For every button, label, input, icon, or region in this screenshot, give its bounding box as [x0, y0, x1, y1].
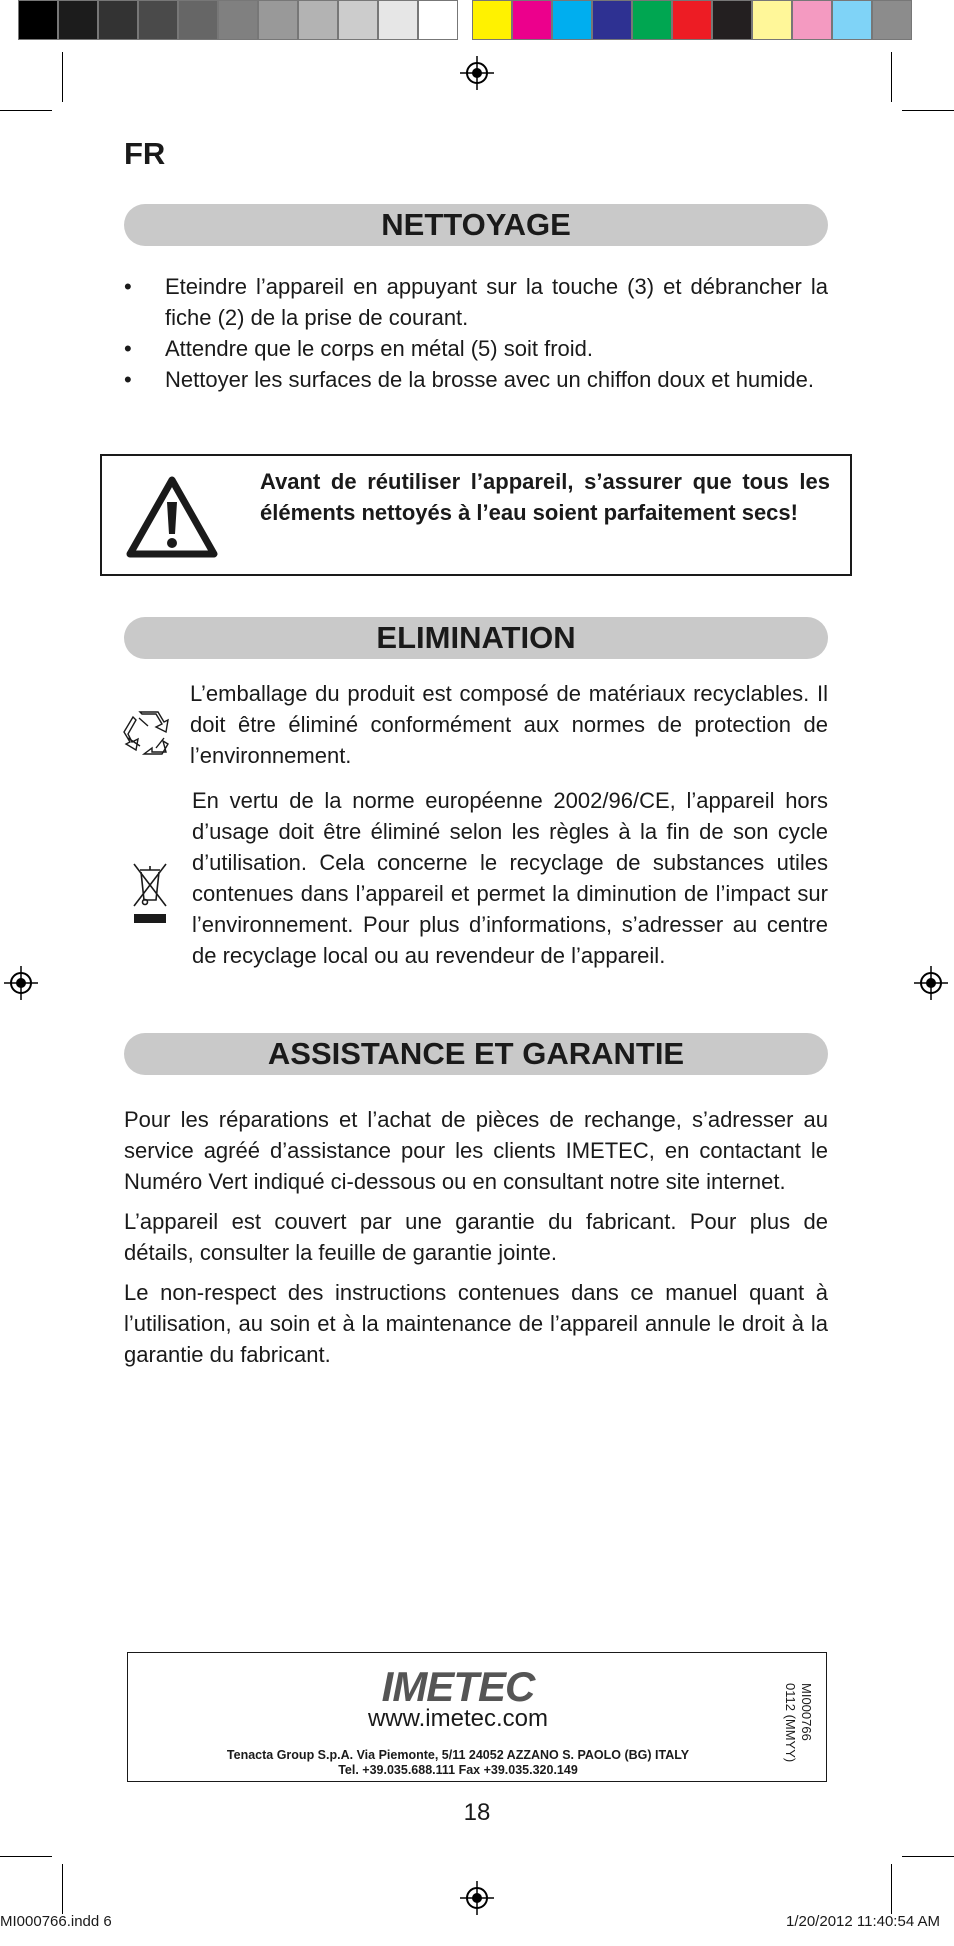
color-swatch: [792, 0, 832, 40]
list-item: • Attendre que le corps en métal (5) soit froid.: [124, 336, 593, 361]
warning-triangle-icon: [124, 474, 220, 560]
website-url: www.imetec.com: [367, 1705, 549, 1732]
registration-mark-icon: [4, 966, 38, 1000]
list-item: • Eteindre l’appareil en appuyant sur la touche (3) et débrancher la fiche (2) de la prise de courant.: [124, 274, 828, 330]
color-swatch: [58, 0, 98, 40]
color-swatch: [18, 0, 58, 40]
color-swatch: [178, 0, 218, 40]
paragraph: L’appareil est couvert par une garantie du fabricant. Pour plus de détails, consulter la feuille de garantie jointe.: [124, 1209, 828, 1265]
file-slug: MI000766.indd 6: [0, 1913, 112, 1930]
warning-box: [100, 454, 852, 576]
timestamp-slug: 1/20/2012 11:40:54 AM: [785, 1913, 940, 1930]
weee-text: En vertu de la norme européenne 2002/96/CE, l’appareil hors d’usage doit être éliminé selon les règles à la fin de son cycle d’utilisation. Cela concerne le recyclage de substances utiles contenues dans l’appareil et permet la diminution de l’impact sur l’environnement. Pour plus d’informations, s’adresser au centre de recyclage local ou au revendeur de l’appareil.: [192, 788, 828, 968]
document-code: MI000766 0112 (MMYY): [783, 1683, 814, 1763]
crop-mark: [902, 110, 954, 111]
color-swatches: [472, 0, 912, 42]
color-swatch: [98, 0, 138, 40]
color-swatch: [472, 0, 512, 40]
section-title-elimination: ELIMINATION: [124, 617, 828, 659]
crop-mark: [62, 1864, 63, 1914]
crop-mark: [0, 110, 52, 111]
color-swatch: [378, 0, 418, 40]
crop-mark: [891, 52, 892, 102]
color-swatch: [218, 0, 258, 40]
company-address: Tenacta Group S.p.A. Via Piemonte, 5/11 24052 AZZANO S. PAOLO (BG) ITALY Tel. +39.035.688.111 Fax +39.035.320.149: [226, 1748, 690, 1777]
paragraph: Le non-respect des instructions contenues dans ce manuel quant à l’utilisation, au soin et à la maintenance de l’appareil annule le droit à la garantie du fabricant.: [124, 1280, 828, 1367]
weee-crossed-bin-icon: [130, 860, 170, 926]
crop-mark: [0, 1856, 52, 1857]
section-title-assistance: ASSISTANCE ET GARANTIE: [124, 1033, 828, 1075]
registration-mark-icon: [460, 1881, 494, 1915]
color-swatch: [592, 0, 632, 40]
color-swatch: [552, 0, 592, 40]
color-swatch: [418, 0, 458, 40]
color-swatch: [338, 0, 378, 40]
color-swatch: [752, 0, 792, 40]
section-title-nettoyage: NETTOYAGE: [124, 204, 828, 246]
imetec-logo: IMETEC: [381, 1663, 535, 1710]
list-item: • Nettoyer les surfaces de la brosse avec un chiffon doux et humide.: [124, 367, 814, 392]
color-swatch: [712, 0, 752, 40]
manufacturer-footer: [127, 1652, 827, 1782]
color-swatch: [672, 0, 712, 40]
recycling-text: L’emballage du produit est composé de matériaux recyclables. Il doit être éliminé conformément aux normes de protection de l’environnement.: [190, 681, 828, 768]
crop-mark: [902, 1856, 954, 1857]
cleaning-instructions-list: [124, 271, 828, 395]
color-swatch: [872, 0, 912, 40]
color-swatch: [512, 0, 552, 40]
assistance-paragraphs: [124, 1104, 828, 1370]
color-swatch: [258, 0, 298, 40]
color-swatch: [138, 0, 178, 40]
registration-mark-icon: [460, 56, 494, 90]
language-label: FR: [124, 136, 166, 171]
color-swatch: [832, 0, 872, 40]
color-swatch: [298, 0, 338, 40]
page-number: 18: [463, 1799, 491, 1826]
registration-mark-icon: [914, 966, 948, 1000]
crop-mark: [62, 52, 63, 102]
crop-mark: [891, 1864, 892, 1914]
paragraph: Pour les réparations et l’achat de pièces de rechange, s’adresser au service agréé d’assistance pour les clients IMETEC, en contactant le Numéro Vert indiqué ci-dessous ou en consultant notre site internet.: [124, 1107, 828, 1194]
warning-text: Avant de réutiliser l’appareil, s’assurer que tous les éléments nettoyés à l’eau soient parfaitement secs!: [260, 469, 830, 525]
color-calibration-bar: [18, 0, 912, 42]
recycle-icon: [122, 708, 176, 758]
color-swatch: [632, 0, 672, 40]
grayscale-swatches: [18, 0, 458, 42]
